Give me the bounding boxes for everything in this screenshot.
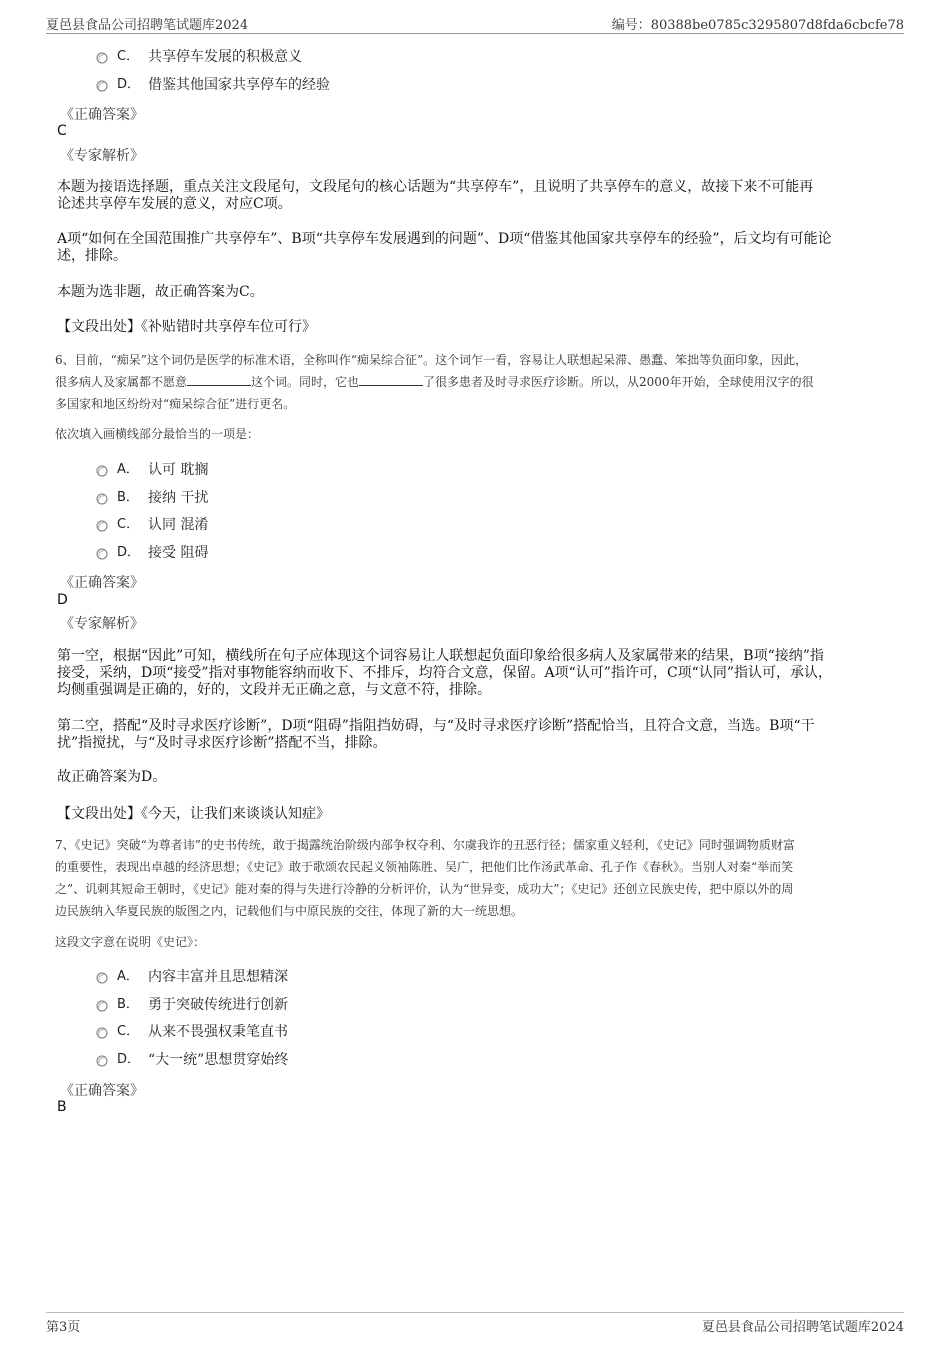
radio-icon[interactable] xyxy=(96,1027,108,1039)
page-footer xyxy=(46,1312,904,1333)
option-letter: D． xyxy=(117,77,141,92)
stem-line: 6、目前，“痴呆”这个词仍是医学的标准术语，全称叫作“痴呆综合征”。这个词乍一看，容易让人联想起呆滞、愚蠢、笨拙等负面印象，因此， xyxy=(55,353,808,367)
analysis-paragraph xyxy=(57,231,889,265)
fill-blank xyxy=(187,373,251,386)
option-text: 认同 混淆 xyxy=(148,517,209,533)
radio-icon[interactable] xyxy=(96,52,108,64)
answer-label: 《正确答案》 xyxy=(60,575,144,591)
radio-icon[interactable] xyxy=(96,80,108,92)
answer-label: 《正确答案》 xyxy=(60,1083,144,1099)
option-text: 勇于突破传统进行创新 xyxy=(148,997,288,1013)
footer-title: 夏邑县食品公司招聘笔试题库2024 xyxy=(701,1320,904,1335)
analysis-line: A项“如何在全国范围推广共享停车”、B项“共享停车发展遇到的问题”、D项“借鉴其他国家共享停车的经验”，后文均有可能论 xyxy=(57,231,832,247)
stem-line: 边民族纳入华夏民族的版图之内，记载他们与中原民族的交往，体现了新的大一统思想。 xyxy=(55,904,524,918)
option-letter: B． xyxy=(117,490,139,505)
analysis-line: 第二空，搭配“及时寻求医疗诊断”，D项“阻碍”指阻挡妨碍，与“及时寻求医疗诊断”搭配恰当，且符合文意，当选。B项“干 xyxy=(57,718,815,734)
radio-icon[interactable] xyxy=(96,1055,108,1067)
stem-line: 很多病人及家属都不愿意 这个词。同时，它也 了很多患者及时寻求医疗诊断。所以，从2000年开始，全球使用汉字的很 xyxy=(55,375,814,389)
analysis-line: 论述共享停车发展的意义，对应C项。 xyxy=(57,196,292,212)
analysis-line: 述，排除。 xyxy=(57,248,127,264)
answer-value: D xyxy=(57,592,68,608)
question-stem xyxy=(55,834,895,922)
radio-icon[interactable] xyxy=(96,520,108,532)
analysis-line: 本题为接语选择题，重点关注文段尾句，文段尾句的核心话题为“共享停车”，且说明了共享停车的意义，故接下来不可能再 xyxy=(57,179,814,195)
stem-line: 之”、讥刺其短命王朝时，《史记》能对秦的得与失进行冷静的分析评价，认为“世异变，成功大”；《史记》还创立民族史传，把中原以外的周 xyxy=(55,882,794,896)
option-text: 从来不畏强权秉笔直书 xyxy=(148,1024,288,1040)
analysis-line: 扰”指搅扰，与“及时寻求医疗诊断”搭配不当，排除。 xyxy=(57,735,387,751)
analysis-line: 均侧重强调是正确的，好的，文段并无正确之意，与文意不符，排除。 xyxy=(57,682,491,698)
option-letter: D． xyxy=(117,545,141,560)
analysis-paragraph: 故正确答案为D。 xyxy=(57,769,167,785)
radio-icon[interactable] xyxy=(96,465,108,477)
radio-icon[interactable] xyxy=(96,1000,108,1012)
page-number: 第3页 xyxy=(46,1320,81,1335)
question-stem xyxy=(55,349,895,415)
question-prompt: 依次填入画横线部分最恰当的一项是： xyxy=(55,427,260,441)
radio-icon[interactable] xyxy=(96,493,108,505)
analysis-label: 《专家解析》 xyxy=(60,616,144,632)
answer-label: 《正确答案》 xyxy=(60,107,144,123)
fill-blank xyxy=(359,373,423,386)
analysis-paragraph xyxy=(57,179,889,213)
option-text: “大一统”思想贯穿始终 xyxy=(148,1052,289,1068)
option-text: 接纳 干扰 xyxy=(148,490,209,506)
header-title: 夏邑县食品公司招聘笔试题库2024 xyxy=(46,18,249,33)
option-text: 内容丰富并且思想精深 xyxy=(148,969,288,985)
option-letter: D． xyxy=(117,1052,141,1067)
radio-icon[interactable] xyxy=(96,972,108,984)
header-serial: 编号：80388be0785c3295807d8fda6cbcfe78 xyxy=(611,18,904,33)
answer-value: B xyxy=(57,1099,67,1115)
option-letter: C． xyxy=(117,49,140,64)
analysis-paragraph: 本题为选非题，故正确答案为C。 xyxy=(57,284,264,300)
option-text: 接受 阻碍 xyxy=(148,545,209,561)
source-citation: 【文段出处】《补贴错时共享停车位可行》 xyxy=(57,319,316,335)
stem-line: 7、《史记》突破“为尊者讳”的史书传统，敢于揭露统治阶级内部争权夺利、尔虞我诈的丑恶行径；儒家重义轻利，《史记》同时强调物质财富 xyxy=(55,838,795,852)
source-citation: 【文段出处】《今天，让我们来谈谈认知症》 xyxy=(57,806,330,822)
stem-line: 多国家和地区纷纷对“痴呆综合征”进行更名。 xyxy=(55,397,296,411)
option-letter: A． xyxy=(117,969,139,984)
radio-icon[interactable] xyxy=(96,548,108,560)
option-letter: C． xyxy=(117,1024,140,1039)
page-header xyxy=(46,14,904,34)
option-letter: C． xyxy=(117,517,140,532)
analysis-label: 《专家解析》 xyxy=(60,148,144,164)
option-letter: A． xyxy=(117,462,139,477)
option-text: 借鉴其他国家共享停车的经验 xyxy=(148,77,330,93)
analysis-paragraph xyxy=(57,718,889,752)
analysis-line: 第一空，根据“因此”可知，横线所在句子应体现这个词容易让人联想起负面印象给很多病人及家属带来的结果，B项“接纳”指 xyxy=(57,648,824,664)
analysis-line: 接受，采纳，D项“接受”指对事物能容纳而收下、不排斥，均符合文意，保留。A项“认可”指许可，C项“认同”指认可，承认， xyxy=(57,665,832,681)
option-text: 共享停车发展的积极意义 xyxy=(148,49,302,65)
option-letter: B． xyxy=(117,997,139,1012)
question-prompt: 这段文字意在说明《史记》： xyxy=(55,935,206,949)
analysis-paragraph xyxy=(57,648,889,699)
option-text: 认可 耽搁 xyxy=(148,462,209,478)
stem-line: 的重要性，表现出卓越的经济思想；《史记》敢于歌颂农民起义领袖陈胜、吴广，把他们比作汤武革命、孔子作《春秋》。当别人对秦“举而笑 xyxy=(55,860,794,874)
answer-value: C xyxy=(57,123,67,139)
